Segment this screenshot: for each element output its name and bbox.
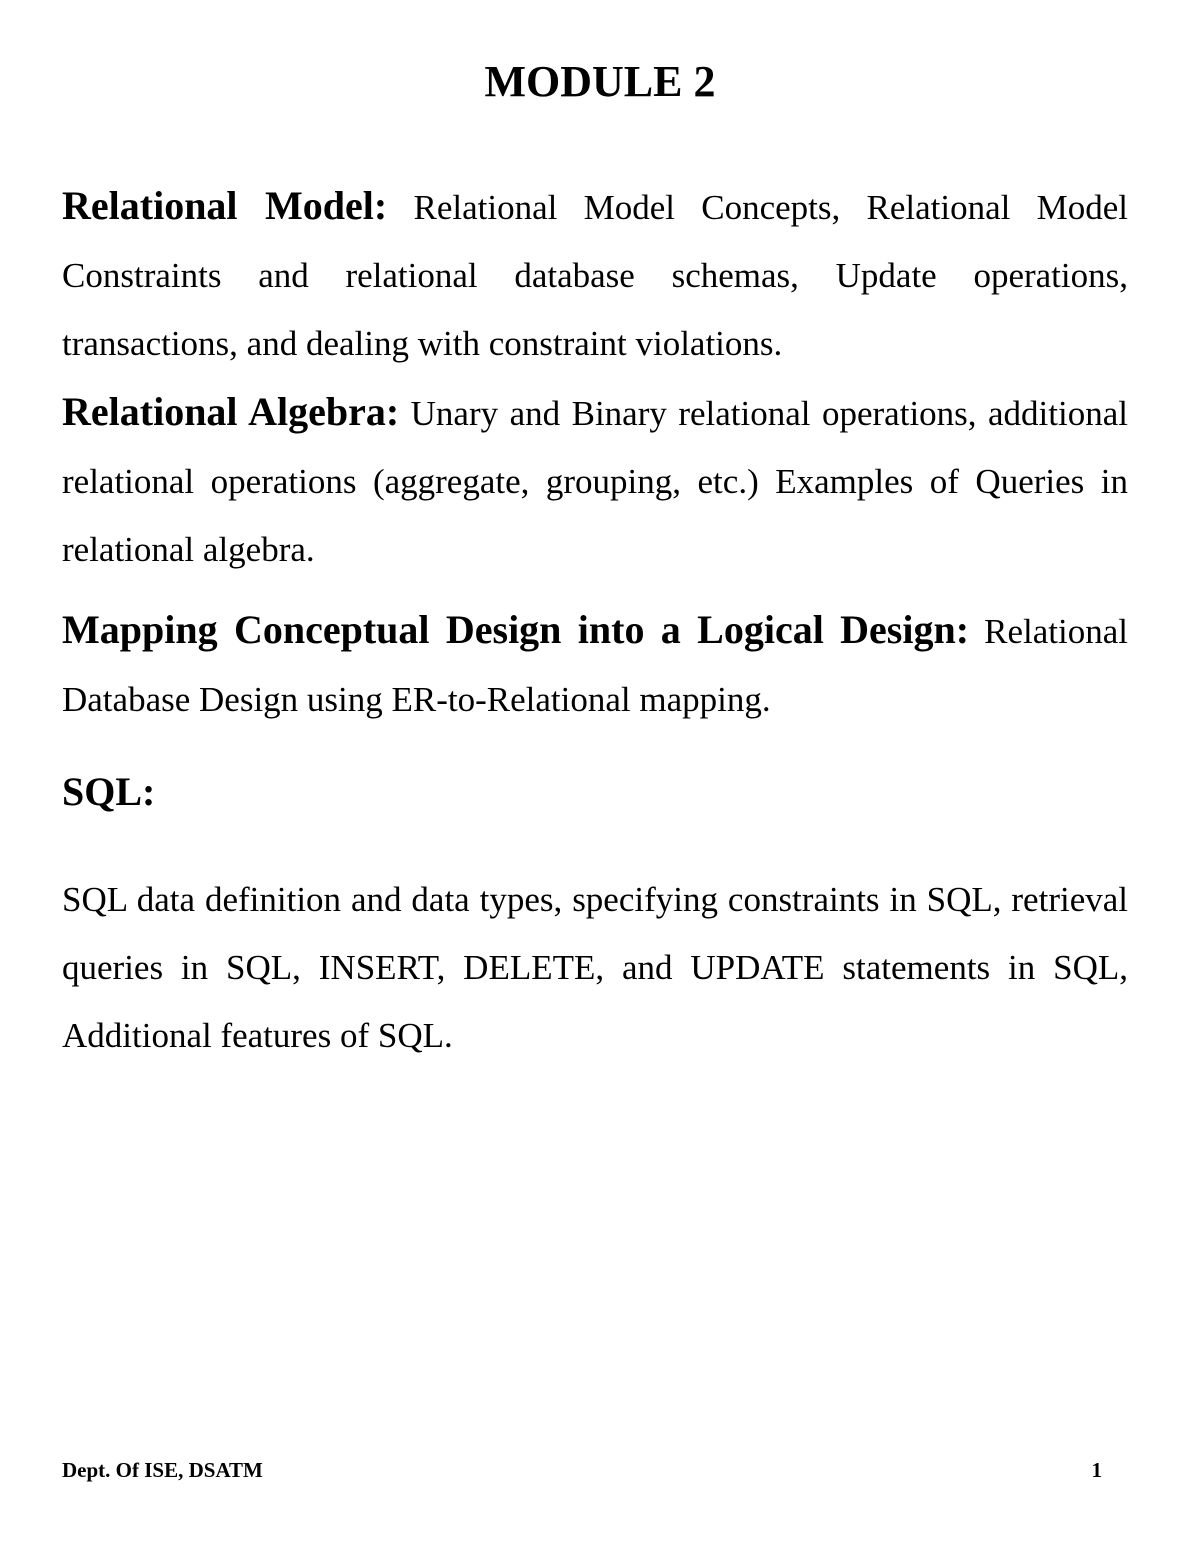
- mapping-heading: Mapping Conceptual Design into a Logical Design:: [62, 607, 970, 652]
- sql-text: SQL data definition and data types, specifying constraints in SQL, retrieval queries in SQL, INSERT, DELETE, and UPDATE statements in SQL, Additional features of SQL.: [62, 880, 1128, 1055]
- footer-department: Dept. Of ISE, DSATM: [62, 1458, 263, 1482]
- page-title: MODULE 2: [484, 57, 716, 106]
- relational-model-paragraph: [62, 172, 1128, 378]
- footer-page-number: 1: [1091, 1458, 1102, 1482]
- module-content: [62, 172, 1128, 1070]
- relational-model-heading: Relational Model:: [62, 183, 388, 228]
- mapping-paragraph: [62, 596, 1128, 734]
- sql-heading: SQL:: [62, 769, 156, 814]
- relational-algebra-paragraph: [62, 378, 1128, 584]
- mapping-text: Relational Database Design using ER-to-Relational mapping.: [62, 612, 1129, 719]
- relational-model-text: Relational Model Concepts, Relational Model Constraints and relational database schemas, Update operations, transactions, and dealing with constraint violations.: [62, 188, 1129, 363]
- relational-algebra-text: Unary and Binary relational operations, additional relational operations (aggregate, grouping, etc.) Examples of Queries in relational algebra.: [62, 394, 1128, 569]
- relational-algebra-heading: Relational Algebra:: [62, 389, 400, 434]
